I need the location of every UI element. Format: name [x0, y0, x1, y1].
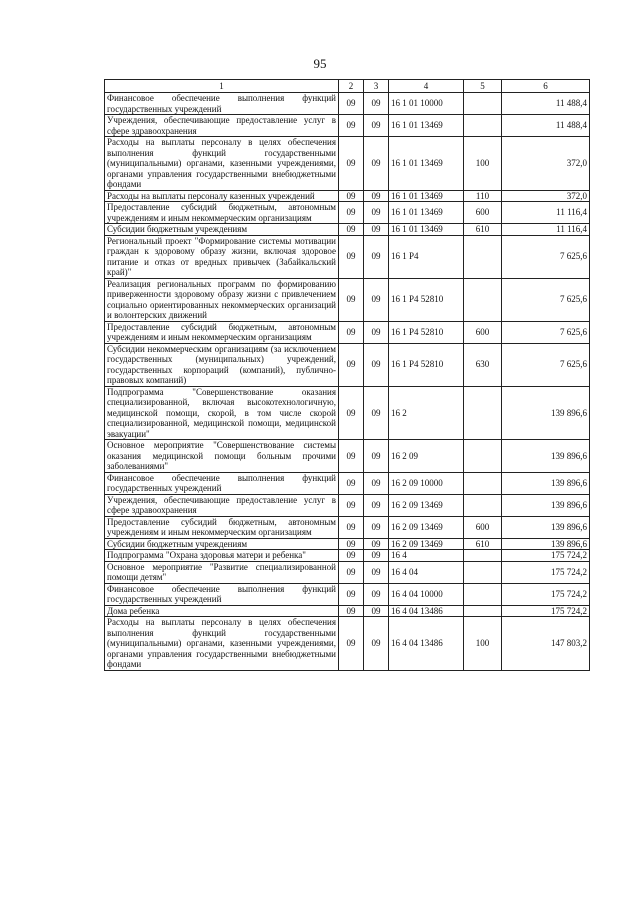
row-subsection-cell: 09 — [364, 494, 389, 516]
table-row — [105, 224, 590, 236]
row-section-cell: 09 — [339, 93, 364, 115]
row-amount-cell: 139 896,6 — [502, 472, 590, 494]
row-subsection-cell: 09 — [364, 278, 389, 321]
row-expense-type-cell: 630 — [464, 343, 502, 386]
row-amount-cell: 11 116,4 — [502, 202, 590, 224]
row-subsection-cell: 09 — [364, 202, 389, 224]
row-name-cell: Финансовое обеспечение выполнения функций государственных учреждений — [105, 583, 339, 605]
row-section-cell: 09 — [339, 516, 364, 538]
row-expense-type-cell — [464, 561, 502, 583]
row-amount-cell: 372,0 — [502, 137, 590, 191]
header-col-3: 3 — [364, 80, 389, 93]
table-row — [105, 494, 590, 516]
row-amount-cell: 139 896,6 — [502, 440, 590, 473]
row-name-cell: Финансовое обеспечение выполнения функций государственных учреждений — [105, 472, 339, 494]
row-section-cell: 09 — [339, 115, 364, 137]
row-subsection-cell: 09 — [364, 561, 389, 583]
header-col-1: 1 — [105, 80, 339, 93]
row-amount-cell: 11 116,4 — [502, 224, 590, 236]
row-section-cell: 09 — [339, 386, 364, 440]
row-target-article-cell: 16 4 — [389, 550, 464, 562]
row-target-article-cell: 16 4 04 13486 — [389, 617, 464, 671]
row-subsection-cell: 09 — [364, 343, 389, 386]
row-section-cell: 09 — [339, 472, 364, 494]
row-section-cell: 09 — [339, 224, 364, 236]
row-name-cell: Основное мероприятие "Совершенствование системы оказания медицинской помощи больным прочими заболеваниями" — [105, 440, 339, 473]
row-amount-cell: 139 896,6 — [502, 516, 590, 538]
row-amount-cell: 175 724,2 — [502, 583, 590, 605]
table-row — [105, 137, 590, 191]
row-section-cell: 09 — [339, 440, 364, 473]
row-subsection-cell: 09 — [364, 93, 389, 115]
budget-table — [104, 79, 590, 671]
row-amount-cell: 7 625,6 — [502, 321, 590, 343]
row-subsection-cell: 09 — [364, 321, 389, 343]
row-subsection-cell: 09 — [364, 224, 389, 236]
table-row — [105, 115, 590, 137]
row-subsection-cell: 09 — [364, 605, 389, 617]
row-expense-type-cell — [464, 494, 502, 516]
table-row — [105, 202, 590, 224]
row-name-cell: Предоставление субсидий бюджетным, автономным учреждениям и иным некоммерческим организациям — [105, 202, 339, 224]
row-target-article-cell: 16 2 09 13469 — [389, 538, 464, 550]
row-section-cell: 09 — [339, 190, 364, 202]
table-row — [105, 235, 590, 278]
row-target-article-cell: 16 2 09 13469 — [389, 516, 464, 538]
row-subsection-cell: 09 — [364, 115, 389, 137]
row-target-article-cell: 16 1 P4 — [389, 235, 464, 278]
row-expense-type-cell — [464, 115, 502, 137]
row-name-cell: Расходы на выплаты персоналу в целях обеспечения выполнения функций государственными (муниципальными) органами, казенными учреждениями, органами управления государственными внебюджетными фондами — [105, 137, 339, 191]
row-section-cell: 09 — [339, 605, 364, 617]
row-amount-cell: 175 724,2 — [502, 561, 590, 583]
row-subsection-cell: 09 — [364, 617, 389, 671]
row-expense-type-cell — [464, 550, 502, 562]
row-expense-type-cell — [464, 278, 502, 321]
row-section-cell: 09 — [339, 538, 364, 550]
row-expense-type-cell — [464, 235, 502, 278]
row-target-article-cell: 16 1 P4 52810 — [389, 278, 464, 321]
row-subsection-cell: 09 — [364, 190, 389, 202]
row-section-cell: 09 — [339, 494, 364, 516]
row-target-article-cell: 16 1 P4 52810 — [389, 343, 464, 386]
row-section-cell: 09 — [339, 202, 364, 224]
row-expense-type-cell — [464, 93, 502, 115]
row-section-cell: 09 — [339, 550, 364, 562]
row-subsection-cell: 09 — [364, 440, 389, 473]
row-target-article-cell: 16 4 04 — [389, 561, 464, 583]
row-expense-type-cell: 600 — [464, 516, 502, 538]
row-expense-type-cell — [464, 472, 502, 494]
row-expense-type-cell — [464, 440, 502, 473]
table-row — [105, 538, 590, 550]
row-expense-type-cell: 110 — [464, 190, 502, 202]
header-col-6: 6 — [502, 80, 590, 93]
row-subsection-cell: 09 — [364, 137, 389, 191]
row-name-cell: Подпрограмма "Совершенствование оказания специализированной, включая высокотехнологичную, медицинской помощи, скорой, в том числе скорой специализированной, медицинской помощи, медицинской эвакуации" — [105, 386, 339, 440]
row-section-cell: 09 — [339, 321, 364, 343]
table-body — [105, 93, 590, 671]
row-section-cell: 09 — [339, 235, 364, 278]
page-number: 95 — [313, 56, 327, 71]
row-subsection-cell: 09 — [364, 583, 389, 605]
table-row — [105, 386, 590, 440]
table-row — [105, 440, 590, 473]
row-name-cell: Региональный проект "Формирование системы мотивации граждан к здоровому образу жизни, включая здоровое питание и отказ от вредных привычек (Забайкальский край)" — [105, 235, 339, 278]
table-row — [105, 93, 590, 115]
row-amount-cell: 11 488,4 — [502, 115, 590, 137]
row-name-cell: Основное мероприятие "Развитие специализированной помощи детям" — [105, 561, 339, 583]
table-header-row — [105, 80, 590, 93]
row-name-cell: Учреждения, обеспечивающие предоставление услуг в сфере здравоохранения — [105, 115, 339, 137]
row-target-article-cell: 16 1 01 13469 — [389, 202, 464, 224]
row-subsection-cell: 09 — [364, 516, 389, 538]
row-target-article-cell: 16 1 P4 52810 — [389, 321, 464, 343]
row-expense-type-cell: 100 — [464, 137, 502, 191]
row-target-article-cell: 16 1 01 13469 — [389, 115, 464, 137]
row-target-article-cell: 16 1 01 13469 — [389, 137, 464, 191]
row-target-article-cell: 16 4 04 13486 — [389, 605, 464, 617]
header-col-2: 2 — [339, 80, 364, 93]
row-target-article-cell: 16 4 04 10000 — [389, 583, 464, 605]
row-section-cell: 09 — [339, 617, 364, 671]
row-name-cell: Финансовое обеспечение выполнения функций государственных учреждений — [105, 93, 339, 115]
row-subsection-cell: 09 — [364, 472, 389, 494]
table-row — [105, 343, 590, 386]
table-row — [105, 583, 590, 605]
row-target-article-cell: 16 2 09 10000 — [389, 472, 464, 494]
row-amount-cell: 7 625,6 — [502, 278, 590, 321]
row-section-cell: 09 — [339, 583, 364, 605]
table-row — [105, 321, 590, 343]
row-amount-cell: 7 625,6 — [502, 235, 590, 278]
table-row — [105, 617, 590, 671]
row-amount-cell: 175 724,2 — [502, 550, 590, 562]
row-target-article-cell: 16 1 01 13469 — [389, 224, 464, 236]
row-expense-type-cell — [464, 583, 502, 605]
row-section-cell: 09 — [339, 561, 364, 583]
row-target-article-cell: 16 1 01 13469 — [389, 190, 464, 202]
row-expense-type-cell: 610 — [464, 538, 502, 550]
row-name-cell: Расходы на выплаты персоналу казенных учреждений — [105, 190, 339, 202]
row-amount-cell: 175 724,2 — [502, 605, 590, 617]
row-name-cell: Предоставление субсидий бюджетным, автономным учреждениям и иным некоммерческим организациям — [105, 516, 339, 538]
table-row — [105, 278, 590, 321]
row-expense-type-cell: 610 — [464, 224, 502, 236]
row-subsection-cell: 09 — [364, 386, 389, 440]
row-name-cell: Субсидии бюджетным учреждениям — [105, 538, 339, 550]
row-section-cell: 09 — [339, 278, 364, 321]
row-name-cell: Расходы на выплаты персоналу в целях обеспечения выполнения функций государственными (муниципальными) органами, казенными учреждениями, органами управления государственными внебюджетными фондами — [105, 617, 339, 671]
row-name-cell: Субсидии бюджетным учреждениям — [105, 224, 339, 236]
row-section-cell: 09 — [339, 137, 364, 191]
row-target-article-cell: 16 2 — [389, 386, 464, 440]
row-subsection-cell: 09 — [364, 235, 389, 278]
row-amount-cell: 147 803,2 — [502, 617, 590, 671]
row-amount-cell: 139 896,6 — [502, 386, 590, 440]
row-name-cell: Предоставление субсидий бюджетным, автономным учреждениям и иным некоммерческим организациям — [105, 321, 339, 343]
row-amount-cell: 11 488,4 — [502, 93, 590, 115]
table-row — [105, 472, 590, 494]
row-section-cell: 09 — [339, 343, 364, 386]
row-name-cell: Субсидии некоммерческим организациям (за исключением государственных (муниципальных) учреждений, государственных корпораций (компаний), публично-правовых компаний) — [105, 343, 339, 386]
row-expense-type-cell — [464, 605, 502, 617]
table-row — [105, 516, 590, 538]
row-expense-type-cell: 600 — [464, 202, 502, 224]
row-name-cell: Реализация региональных программ по формированию приверженности здоровому образу жизни с привлечением социально ориентированных некоммерческих организаций и волонтерских движений — [105, 278, 339, 321]
row-target-article-cell: 16 2 09 — [389, 440, 464, 473]
row-name-cell: Дома ребенка — [105, 605, 339, 617]
row-expense-type-cell: 600 — [464, 321, 502, 343]
table-row — [105, 561, 590, 583]
row-name-cell: Подпрограмма "Охрана здоровья матери и ребенка" — [105, 550, 339, 562]
table-row — [105, 550, 590, 562]
row-amount-cell: 139 896,6 — [502, 494, 590, 516]
row-expense-type-cell: 100 — [464, 617, 502, 671]
row-subsection-cell: 09 — [364, 550, 389, 562]
row-target-article-cell: 16 2 09 13469 — [389, 494, 464, 516]
header-col-5: 5 — [464, 80, 502, 93]
row-target-article-cell: 16 1 01 10000 — [389, 93, 464, 115]
table-row — [105, 190, 590, 202]
row-name-cell: Учреждения, обеспечивающие предоставление услуг в сфере здравоохранения — [105, 494, 339, 516]
header-col-4: 4 — [389, 80, 464, 93]
table-row — [105, 605, 590, 617]
row-amount-cell: 7 625,6 — [502, 343, 590, 386]
row-expense-type-cell — [464, 386, 502, 440]
row-subsection-cell: 09 — [364, 538, 389, 550]
row-amount-cell: 372,0 — [502, 190, 590, 202]
row-amount-cell: 139 896,6 — [502, 538, 590, 550]
